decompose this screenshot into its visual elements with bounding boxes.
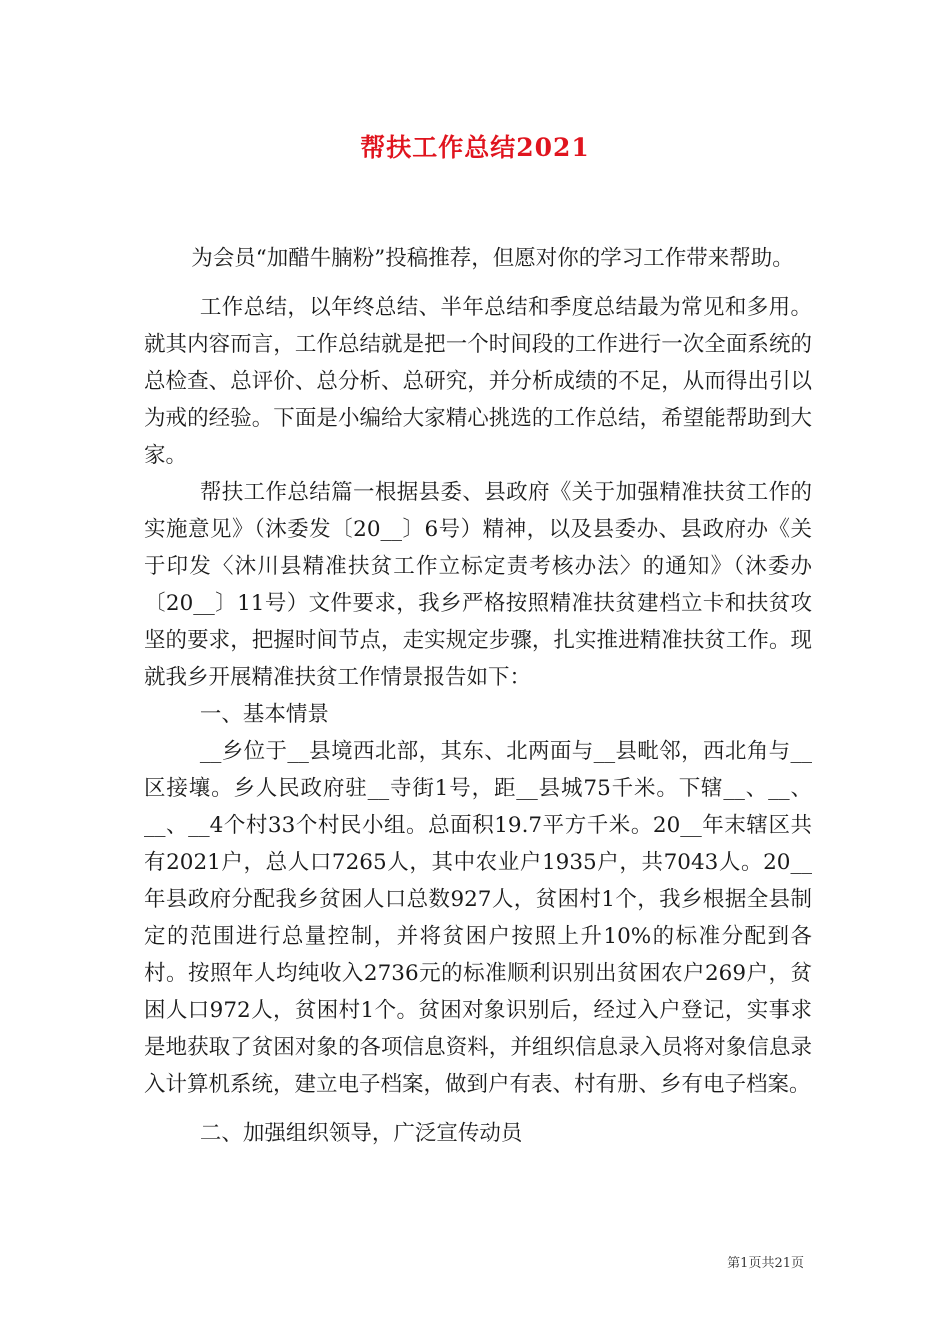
- document-body: [144, 240, 812, 1152]
- paragraph-gap: [144, 1103, 812, 1115]
- paragraph-summary-definition: 工作总结，以年终总结、半年总结和季度总结最为常见和多用。就其内容而言，工作总结就是把一个时间段的工作进行一次全面系统的总检查、总评价、总分析、总研究，并分析成绩的不足，从而得出引以为戒的经验。下面是小编给大家精心挑选的工作总结，希望能帮助到大家。: [144, 295, 812, 468]
- document-title: 帮扶工作总结2021: [360, 133, 590, 162]
- paragraph-chapter-one: 帮扶工作总结篇一根据县委、县政府《关于加强精准扶贫工作的实施意见》（沐委发〔20__〕6号）精神，以及县委办、县政府办《关于印发〈沐川县精准扶贫工作立标定责考核办法〉的通知》（沐委办〔20__〕11号）文件要求，我乡严格按照精准扶贫建档立卡和扶贫攻坚的要求，把握时间节点，走实规定步骤，扎实推进精准扶贫工作。现就我乡开展精准扶贫工作情景报告如下：: [144, 480, 812, 690]
- paragraph-intro: 为会员“加醋牛腩粉”投稿推荐，但愿对你的学习工作带来帮助。: [191, 246, 794, 271]
- section-heading-basic: 一、基本情景: [199, 702, 329, 727]
- section-heading-organization: 二、加强组织领导，广泛宣传动员: [199, 1121, 523, 1146]
- paragraph-basic-situation: __乡位于__县境西北部，其东、北两面与__县毗邻，西北角与__区接壤。乡人民政府驻__寺街1号，距__县城75千米。下辖__、__、__、__4个村33个村民小组。总面积19.7平方千米。20__年末辖区共有2021户，总人口7265人，其中农业户1935户，共7043人。20__年县政府分配我乡贫困人口总数927人，贫困村1个，我乡根据全县制定的范围进行总量控制，并将贫困户按照上升10%的标准分配到各村。按照年人均纯收入2736元的标准顺利识别出贫困农户269户，贫困人口972人，贫困村1个。贫困对象识别后，经过入户登记，实事求是地获取了贫困对象的各项信息资料，并组织信息录入员将对象信息录入计算机系统，建立电子档案，做到户有表、村有册、乡有电子档案。: [144, 739, 812, 1097]
- page-number-footer: 第1页共21页: [727, 1256, 804, 1271]
- paragraph-gap: [144, 277, 812, 289]
